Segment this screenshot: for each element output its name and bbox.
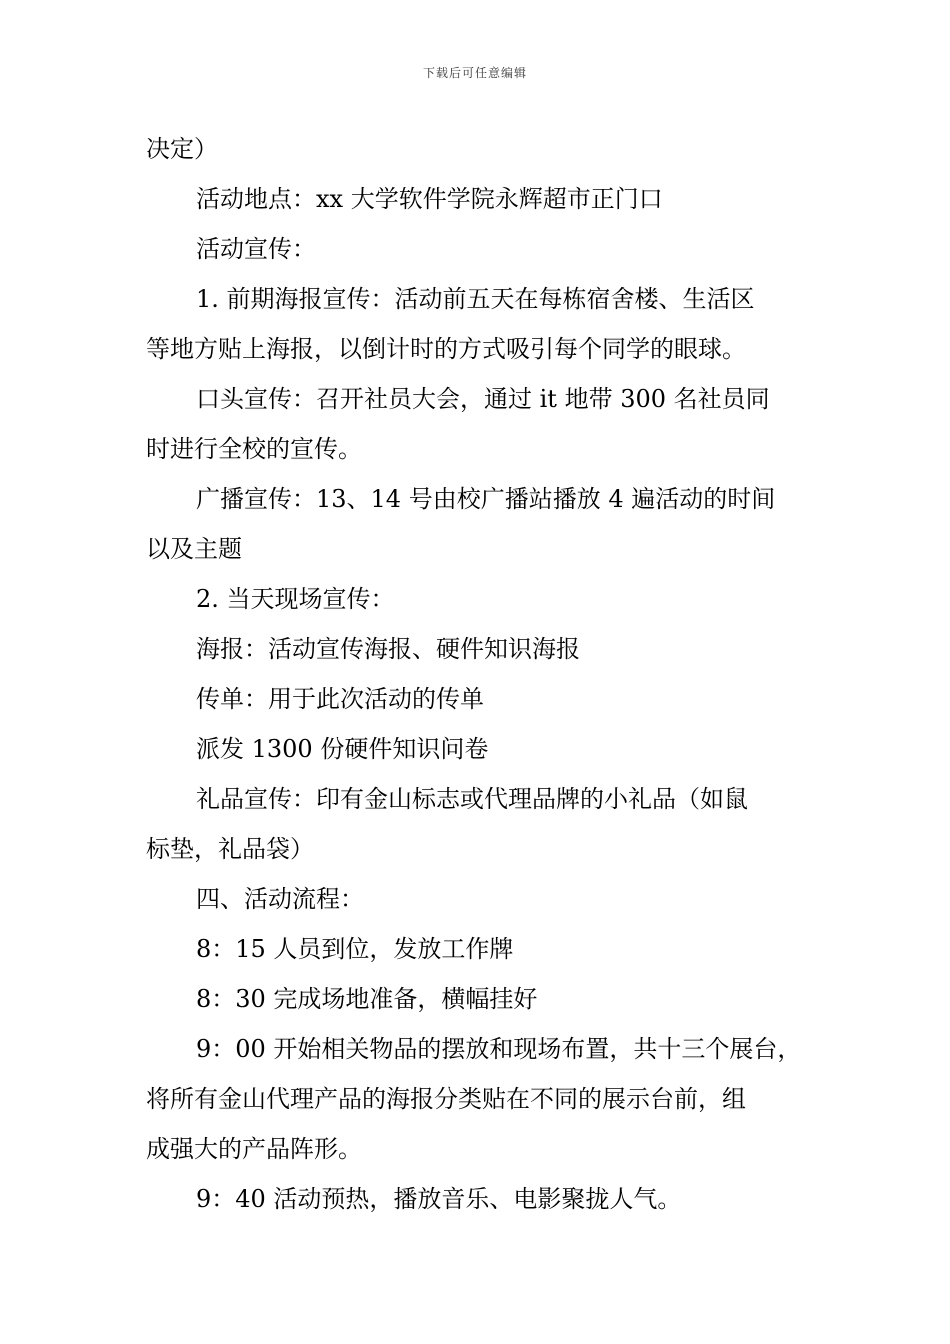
paragraph-line: 传单：用于此次活动的传单 (196, 685, 484, 713)
paragraph-line: 决定） (146, 135, 218, 163)
paragraph-line: 8：30 完成场地准备，横幅挂好 (196, 985, 538, 1013)
paragraph-line: 活动宣传： (196, 235, 316, 263)
paragraph-line: 标垫，礼品袋） (146, 835, 314, 863)
paragraph-line: 四、活动流程： (196, 885, 364, 913)
paragraph-line: 成强大的产品阵形。 (146, 1135, 362, 1163)
paragraph-line: 等地方贴上海报，以倒计时的方式吸引每个同学的眼球。 (146, 335, 746, 363)
paragraph-line: 9：00 开始相关物品的摆放和现场布置，共十三个展台， (196, 1035, 802, 1063)
paragraph-line: 广播宣传：13、14 号由校广播站播放 4 遍活动的时间 (196, 485, 776, 513)
paragraph-line: 1. 前期海报宣传：活动前五天在每栋宿舍楼、生活区 (196, 285, 755, 313)
paragraph-line: 礼品宣传：印有金山标志或代理品牌的小礼品（如鼠 (196, 785, 748, 813)
page-header: 下载后可任意编辑 (422, 66, 527, 80)
paragraph-line: 将所有金山代理产品的海报分类贴在不同的展示台前，组 (146, 1085, 746, 1113)
paragraph-line: 以及主题 (146, 535, 242, 563)
paragraph-line: 9：40 活动预热，播放音乐、电影聚拢人气。 (196, 1185, 682, 1213)
paragraph-line: 派发 1300 份硬件知识问卷 (196, 735, 489, 763)
paragraph-line: 8：15 人员到位，发放工作牌 (196, 935, 514, 963)
paragraph-line: 活动地点：xx 大学软件学院永辉超市正门口 (196, 185, 663, 213)
paragraph-line: 时进行全校的宣传。 (146, 435, 362, 463)
paragraph-line: 海报：活动宣传海报、硬件知识海报 (196, 635, 580, 663)
paragraph-line: 2. 当天现场宣传： (196, 585, 395, 613)
paragraph-line: 口头宣传：召开社员大会，通过 it 地带 300 名社员同 (196, 385, 770, 413)
